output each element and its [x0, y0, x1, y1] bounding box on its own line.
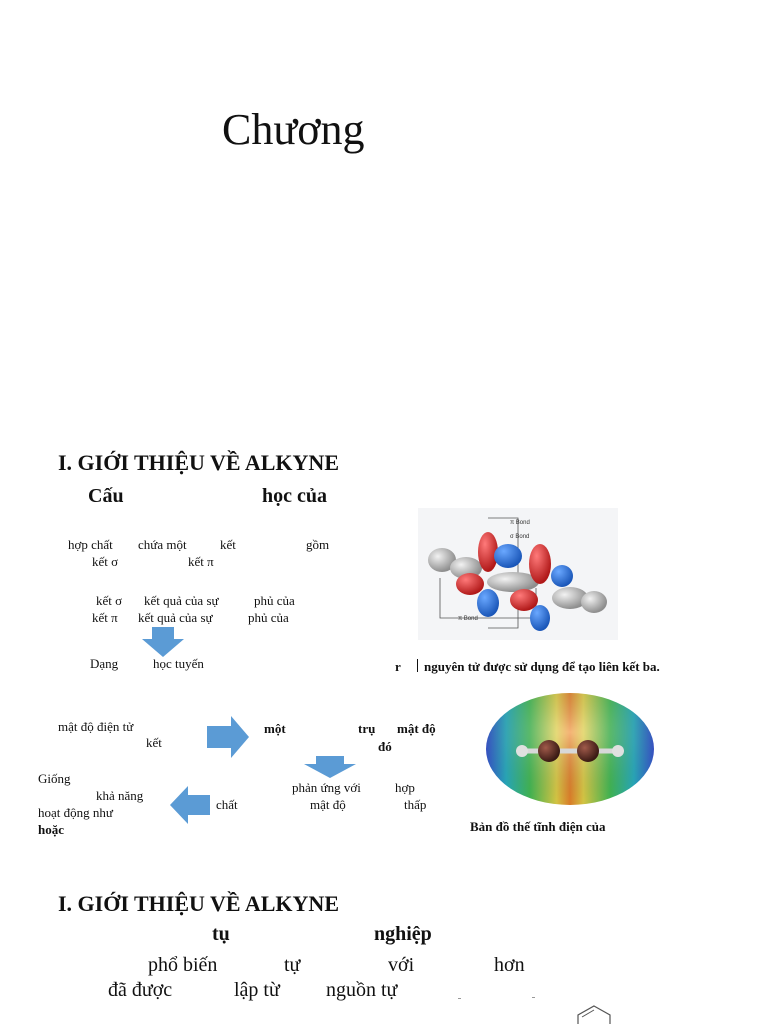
text-sigma-bond-2: kết σ [96, 593, 123, 608]
flow-compound: hợp [395, 780, 415, 795]
flow-one: một [264, 721, 286, 736]
subheading-natural: tụ [212, 923, 230, 945]
down-arrow-icon [142, 627, 184, 657]
text-includes: gồm [306, 537, 330, 552]
text-isolated-from: lập từ [234, 979, 280, 1001]
section-heading-2: I. GIỚI THIỆU VỀ ALKYNE [58, 891, 339, 916]
left-arrow-icon [170, 786, 210, 824]
sigma-bond-label: σ Bond [510, 534, 530, 540]
text-linear: học tuyến [153, 656, 204, 671]
orbital-diagram [418, 508, 618, 640]
text-common: phổ biến [148, 954, 218, 976]
text-result-2: kết quả của sự [138, 610, 213, 625]
text-pi-bond-2: kết π [92, 610, 118, 625]
flow-ability: khả năng [96, 788, 144, 803]
text-overlap-1: phủ của [254, 593, 295, 608]
text-natural: tự [284, 954, 301, 976]
flow-act-as: hoạt động như [38, 805, 113, 820]
text-has-been: đã được [108, 979, 173, 1001]
text-shape: Dạng [90, 656, 119, 671]
text-pi-bond: kết π [188, 554, 214, 569]
flow-low: thấp [404, 797, 427, 812]
flow-similar: Giống [38, 771, 71, 786]
text-sigma-bond: kết σ [92, 554, 119, 569]
flow-density: mật độ [397, 721, 436, 736]
orbital-caption: nguyên tử được sử dụng để tạo liên kết ba. [424, 659, 660, 674]
flow-react-with: phản ứng với [292, 780, 361, 795]
flow-electron-density: mật độ điện tử [58, 719, 134, 734]
electrostatic-map-image [482, 690, 658, 808]
subheading-of: học của [262, 485, 327, 507]
flow-or: hoặc [38, 822, 64, 837]
scan-mark-2 [532, 997, 535, 998]
section-heading: I. GIỚI THIỆU VỀ ALKYNE [58, 450, 339, 475]
flow-density-2: mật độ [310, 797, 346, 812]
text-compound: hợp chất [68, 537, 113, 552]
text-overlap-2: phủ của [248, 610, 289, 625]
text-with: với [388, 954, 415, 976]
text-contains: chứa một [138, 537, 187, 552]
benzene-ring-icon [572, 1004, 616, 1024]
flow-cylinder: trụ [358, 721, 376, 736]
text-result-1: kết quả của sự [144, 593, 219, 608]
flow-that: đó [378, 739, 392, 754]
text-bond: kết [220, 537, 236, 552]
pi-bond-label-1: π Bond [510, 520, 530, 526]
right-arrow-icon [207, 716, 249, 758]
electrostatic-map-caption: Bản đồ thế tĩnh điện của [470, 819, 606, 834]
pi-bond-label-2: π Bond [458, 616, 478, 622]
chapter-title: Chương [222, 105, 365, 154]
flow-bond: kết [146, 735, 162, 750]
orbital-caption-prefix: r [395, 659, 401, 674]
text-more: hơn [494, 954, 525, 976]
down-arrow-icon-2 [304, 756, 356, 778]
flow-substance: chất [216, 797, 238, 812]
subheading-industry: nghiệp [374, 923, 432, 945]
scan-mark [458, 998, 461, 999]
caption-divider [417, 659, 418, 672]
subheading-structure: Cấu [88, 485, 124, 507]
text-natural-source: nguồn tự [326, 979, 398, 1001]
